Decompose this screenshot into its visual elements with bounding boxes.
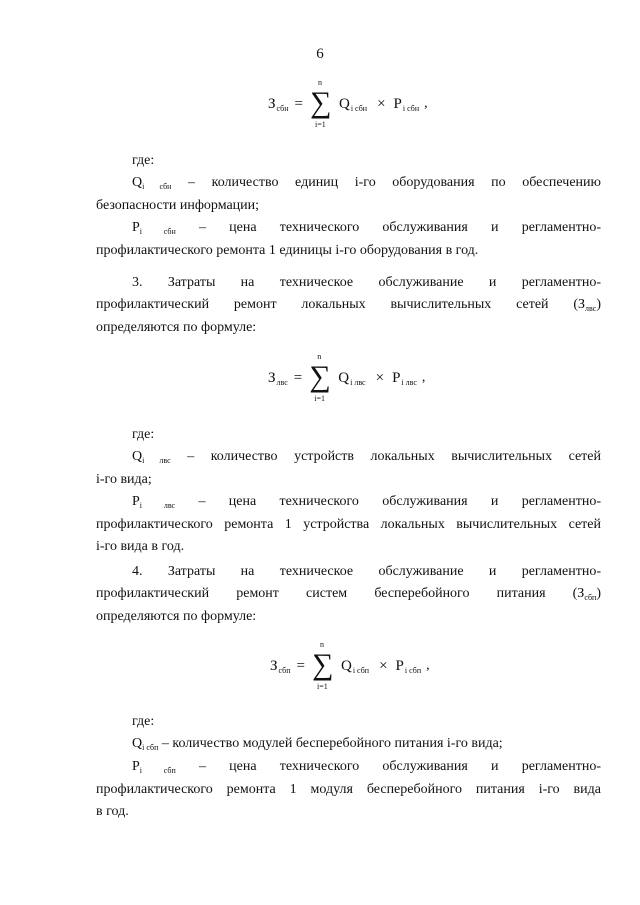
def-p-sub: i сбн <box>139 227 176 236</box>
def-q-line1 <box>96 446 601 469</box>
formula-lhs: З <box>268 95 276 112</box>
def-q-line1 <box>96 172 601 195</box>
formula-lvs <box>0 352 640 412</box>
def-p-line1 <box>96 491 601 514</box>
formula-p-sub: i лвс <box>401 377 417 387</box>
sum-symbol <box>311 640 337 691</box>
sum-upper: n <box>317 352 322 361</box>
sigma-glyph: ∑ <box>309 86 332 119</box>
para4-line2-close: ) <box>596 586 601 601</box>
def-q-text: – количество единиц i-го оборудования по обеспечению <box>188 175 601 190</box>
sum-lower: i=1 <box>316 682 328 691</box>
sigma-glyph: ∑ <box>309 360 331 393</box>
def-q-line1 <box>96 733 601 756</box>
formula-times: × <box>375 369 385 386</box>
formula-comma: , <box>421 370 426 385</box>
para4-line2 <box>96 583 601 606</box>
where-label: где: <box>132 714 155 729</box>
def-p-sub: i сбп <box>139 766 176 775</box>
definitions-sbn <box>96 150 601 262</box>
para3-line3: определяются по формуле: <box>96 320 257 335</box>
formula-eq: = <box>296 657 305 674</box>
para4-line2-sub: сбп <box>584 593 597 602</box>
def-q-sub: i сбн <box>142 182 172 191</box>
sum-lower: i=1 <box>314 120 326 129</box>
def-p-line2: профилактического ремонта 1 единицы i-го оборудования в год. <box>96 243 479 258</box>
formula-p: P <box>393 95 402 112</box>
formula-eq: = <box>294 95 303 112</box>
def-p-text: – цена технического обслуживания и регламентно- <box>198 759 601 774</box>
formula-lhs-sub: сбп <box>278 665 291 675</box>
def-p-line2: профилактического ремонта 1 модуля бесперебойного питания i-го вида <box>96 782 601 797</box>
formula-q: Q <box>338 95 350 112</box>
sum-upper: n <box>317 78 322 87</box>
definitions-sbp <box>96 711 601 823</box>
para4-line3: определяются по формуле: <box>96 609 257 624</box>
def-p-symbol: P <box>132 494 140 509</box>
paragraph-4 <box>96 561 601 628</box>
def-q-line2: i-го вида; <box>96 472 152 487</box>
formula-q-sub: i сбн <box>350 103 368 113</box>
para4-line2-text: профилактический ремонт систем бесперебойного питания (З <box>96 586 585 601</box>
def-p-line1 <box>96 756 601 779</box>
def-p-line1 <box>96 217 601 240</box>
def-p-text: – цена технического обслуживания и регламентно- <box>198 494 601 509</box>
formula-q-sub: i сбп <box>352 665 370 675</box>
para3-line2-text: профилактический ремонт локальных вычислительных сетей (З <box>96 297 586 312</box>
para3-line2-sub: лвс <box>585 304 597 313</box>
formula-sbn <box>0 78 640 138</box>
formula-eq: = <box>293 369 303 386</box>
para4-line1: 4. Затраты на техническое обслуживание и регламентно- <box>132 564 601 579</box>
formula-times: × <box>379 657 388 674</box>
def-q-text: – количество устройств локальных вычислительных сетей <box>187 449 602 464</box>
sum-upper: n <box>319 640 324 649</box>
formula-p: P <box>392 369 401 386</box>
formula-times: × <box>377 95 386 112</box>
def-q-symbol: Q <box>132 449 143 464</box>
para3-line2-close: ) <box>596 297 601 312</box>
def-q-text: – количество модулей бесперебойного питания i-го вида; <box>161 736 503 751</box>
paragraph-3 <box>96 272 601 339</box>
def-q-line2: безопасности информации; <box>96 198 260 213</box>
def-p-line3: в год. <box>96 804 129 819</box>
sigma-glyph: ∑ <box>311 648 334 681</box>
def-q-sub: i сбп <box>142 743 159 752</box>
def-q-symbol: Q <box>132 175 143 190</box>
page-number: 6 <box>316 46 324 62</box>
formula-comma: , <box>426 658 430 673</box>
formula-lhs-sub: сбн <box>276 103 289 113</box>
sum-symbol <box>309 78 335 129</box>
def-p-line3: i-го вида в год. <box>96 539 185 554</box>
formula-lhs: З <box>270 657 278 674</box>
formula-lhs: З <box>268 369 276 386</box>
sum-lower: i=1 <box>314 394 325 403</box>
where-label: где: <box>132 153 155 168</box>
definitions-lvs <box>96 424 601 558</box>
formula-p-sub: i сбп <box>404 665 422 675</box>
def-p-text: – цена технического обслуживания и регламентно- <box>198 220 601 235</box>
para3-line1: 3. Затраты на техническое обслуживание и регламентно- <box>132 275 601 290</box>
formula-q: Q <box>340 657 352 674</box>
def-q-sub: i лвс <box>142 456 171 465</box>
formula-sbp <box>0 640 640 700</box>
formula-comma: , <box>424 96 428 111</box>
formula-lhs-sub: лвс <box>276 377 288 387</box>
formula-p-sub: i сбн <box>402 103 420 113</box>
def-p-symbol: P <box>132 759 140 774</box>
def-p-sub: i лвс <box>139 501 176 510</box>
where-label: где: <box>132 427 155 442</box>
def-p-symbol: P <box>132 220 140 235</box>
para3-line2 <box>96 294 601 317</box>
def-p-line2: профилактического ремонта 1 устройства локальных вычислительных сетей <box>96 517 601 532</box>
def-q-symbol: Q <box>132 736 143 751</box>
sum-symbol <box>308 352 334 403</box>
formula-q-sub: i лвс <box>350 377 366 387</box>
formula-p: P <box>395 657 404 674</box>
formula-q: Q <box>338 369 350 386</box>
